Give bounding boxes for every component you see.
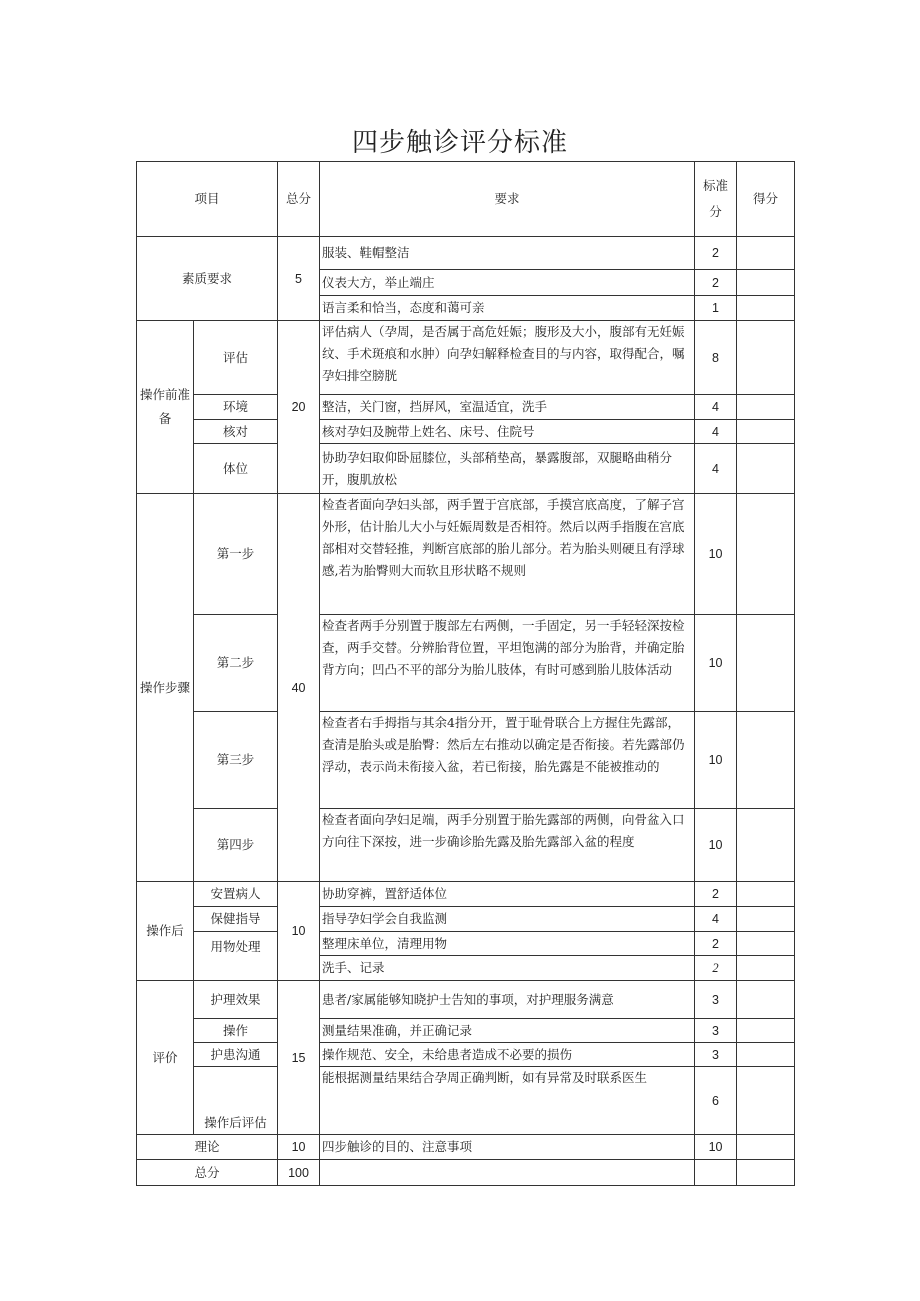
table-row (137, 494, 795, 615)
requirement-cell: 操作规范、安全，未给患者造成不必要的损伤 (320, 1043, 695, 1067)
section-label-quality: 素质要求 (137, 237, 278, 321)
score-input-cell[interactable] (737, 1067, 795, 1135)
score-input-cell[interactable] (737, 615, 795, 712)
requirement-cell: 整理床单位，清理用物 (320, 932, 695, 956)
table-row (137, 981, 795, 1019)
standard-score-cell: 3 (695, 1019, 737, 1043)
section-label-eval: 评价 (137, 981, 194, 1135)
header-total: 总分 (278, 162, 320, 237)
sub-item-label: 护患沟通 (194, 1043, 278, 1067)
standard-score-cell: 4 (695, 395, 737, 420)
requirement-cell: 仪表大方，举止端庄 (320, 270, 695, 296)
score-input-cell[interactable] (737, 956, 795, 981)
table-row (137, 1043, 795, 1067)
score-input-cell[interactable] (737, 420, 795, 444)
section-total-quality: 5 (278, 237, 320, 321)
sub-item-label: 评估 (194, 321, 278, 395)
requirement-cell: 检查者右手拇指与其余4指分开，置于耻骨联合上方握住先露部，查清是胎头或是胎臀：然后左右推动以确定是否衔接。若先露部仍浮动，表示尚未衔接入盆，若已衔接，胎先露是不能被推动的 (320, 712, 695, 809)
table-header-row (137, 162, 795, 237)
standard-score-cell: 10 (695, 809, 737, 882)
section-total-prep: 20 (278, 321, 320, 494)
table-row (137, 395, 795, 420)
requirement-cell: 能根据测量结果结合孕周正确判断，如有异常及时联系医生 (320, 1067, 695, 1135)
standard-score-cell (695, 1160, 737, 1186)
table-row (137, 321, 795, 395)
page-title: 四步触诊评分标准 (351, 128, 568, 158)
sub-item-label: 护理效果 (194, 981, 278, 1019)
score-input-cell[interactable] (737, 907, 795, 932)
header-item: 项目 (137, 162, 278, 237)
standard-score-cell: 8 (695, 321, 737, 395)
score-input-cell[interactable] (737, 270, 795, 296)
table-row (137, 712, 795, 809)
score-input-cell[interactable] (737, 395, 795, 420)
requirement-cell: 指导孕妇学会自我监测 (320, 907, 695, 932)
standard-score-cell: 1 (695, 296, 737, 321)
sub-item-label: 环境 (194, 395, 278, 420)
requirement-cell: 协助穿裤，置舒适体位 (320, 882, 695, 907)
score-input-cell[interactable] (737, 1043, 795, 1067)
standard-score-cell: 4 (695, 420, 737, 444)
section-total-eval: 15 (278, 981, 320, 1135)
sub-item-label: 第三步 (194, 712, 278, 809)
sub-item-label: 第一步 (194, 494, 278, 615)
standard-score-cell: 10 (695, 615, 737, 712)
header-requirement: 要求 (320, 162, 695, 237)
standard-score-cell: 10 (695, 1135, 737, 1160)
requirement-cell: 检查者两手分别置于腹部左右两侧，一手固定，另一手轻轻深按检查，两手交替。分辨胎背位置，平坦饱满的部分为胎背，并确定胎背方向；凹凸不平的部分为胎儿肢体，有时可感到胎儿肢体活动 (320, 615, 695, 712)
standard-score-cell: 2 (695, 882, 737, 907)
section-total-after: 10 (278, 882, 320, 981)
score-input-cell[interactable] (737, 321, 795, 395)
grand-total-value: 100 (278, 1160, 320, 1186)
score-input-cell[interactable] (737, 932, 795, 956)
section-label-prep: 操作前准备 (137, 321, 194, 494)
score-input-cell[interactable] (737, 809, 795, 882)
table-row (137, 932, 795, 956)
requirement-cell: 洗手、记录 (320, 956, 695, 981)
section-total-steps: 40 (278, 494, 320, 882)
score-input-cell[interactable] (737, 981, 795, 1019)
standard-score-cell: 10 (695, 494, 737, 615)
standard-score-cell: 4 (695, 907, 737, 932)
sub-item-label: 保健指导 (194, 907, 278, 932)
section-label-theory: 理论 (137, 1135, 278, 1160)
standard-score-cell: 2 (695, 270, 737, 296)
sub-item-label: 操作 (194, 1019, 278, 1043)
table-row (137, 1019, 795, 1043)
table-row (137, 1067, 795, 1135)
score-input-cell[interactable] (737, 1135, 795, 1160)
standard-score-cell: 2 (695, 237, 737, 270)
score-input-cell[interactable] (737, 494, 795, 615)
requirement-cell: 患者/家属能够知晓护士告知的事项，对护理服务满意 (320, 981, 695, 1019)
table-row (137, 809, 795, 882)
standard-score-cell: 3 (695, 981, 737, 1019)
requirement-cell: 评估病人（孕周，是否属于高危妊娠；腹形及大小，腹部有无妊娠纹、手术斑痕和水肿）向孕妇解释检查目的与内容，取得配合，嘱孕妇排空膀胱 (320, 321, 695, 395)
requirement-cell: 测量结果准确，并正确记录 (320, 1019, 695, 1043)
requirement-cell: 语言柔和恰当，态度和蔼可亲 (320, 296, 695, 321)
section-label-after: 操作后 (137, 882, 194, 981)
grand-total-label: 总分 (137, 1160, 278, 1186)
table-row (137, 882, 795, 907)
requirement-cell: 核对孕妇及腕带上姓名、床号、住院号 (320, 420, 695, 444)
requirement-cell: 整洁，关门窗，挡屏风，室温适宜，洗手 (320, 395, 695, 420)
requirement-cell: 四步触诊的目的、注意事项 (320, 1135, 695, 1160)
score-input-cell[interactable] (737, 882, 795, 907)
table-row (137, 907, 795, 932)
score-input-cell[interactable] (737, 444, 795, 494)
sub-item-label: 用物处理 (194, 932, 278, 981)
standard-score-cell: 2 (695, 956, 737, 981)
score-input-cell[interactable] (737, 1160, 795, 1186)
sub-item-label: 第二步 (194, 615, 278, 712)
score-input-cell[interactable] (737, 296, 795, 321)
sub-item-label: 安置病人 (194, 882, 278, 907)
sub-item-label: 第四步 (194, 809, 278, 882)
table-row (137, 444, 795, 494)
table-row (137, 237, 795, 270)
score-input-cell[interactable] (737, 237, 795, 270)
header-score: 得分 (737, 162, 795, 237)
header-standard-score: 标准分 (695, 162, 737, 237)
standard-score-cell: 3 (695, 1043, 737, 1067)
requirement-cell (320, 1160, 695, 1186)
sub-item-label: 核对 (194, 420, 278, 444)
requirement-cell: 服装、鞋帽整洁 (320, 237, 695, 270)
table-row (137, 420, 795, 444)
sub-item-label: 操作后评估 (194, 1067, 278, 1135)
scoring-table (136, 161, 795, 1186)
requirement-cell: 检查者面向孕妇头部，两手置于宫底部，手摸宫底高度，了解子宫外形，估计胎儿大小与妊娠周数是否相符。然后以两手指腹在宫底部相对交替轻推，判断宫底部的胎儿部分。若为胎头则硬且有浮球感,若为胎臀则大而软且形状略不规则 (320, 494, 695, 615)
requirement-cell: 检查者面向孕妇足端，两手分别置于胎先露部的两侧，向骨盆入口方向往下深按，进一步确诊胎先露及胎先露部入盆的程度 (320, 809, 695, 882)
standard-score-cell: 4 (695, 444, 737, 494)
requirement-cell: 协助孕妇取仰卧屈膝位，头部稍垫高，暴露腹部，双腿略曲稍分开，腹肌放松 (320, 444, 695, 494)
section-total-theory: 10 (278, 1135, 320, 1160)
standard-score-cell: 6 (695, 1067, 737, 1135)
standard-score-cell: 10 (695, 712, 737, 809)
sub-item-label: 体位 (194, 444, 278, 494)
table-row (137, 1135, 795, 1160)
score-input-cell[interactable] (737, 712, 795, 809)
table-row (137, 1160, 795, 1186)
table-row (137, 615, 795, 712)
standard-score-cell: 2 (695, 932, 737, 956)
section-label-steps: 操作步骤 (137, 494, 194, 882)
score-input-cell[interactable] (737, 1019, 795, 1043)
